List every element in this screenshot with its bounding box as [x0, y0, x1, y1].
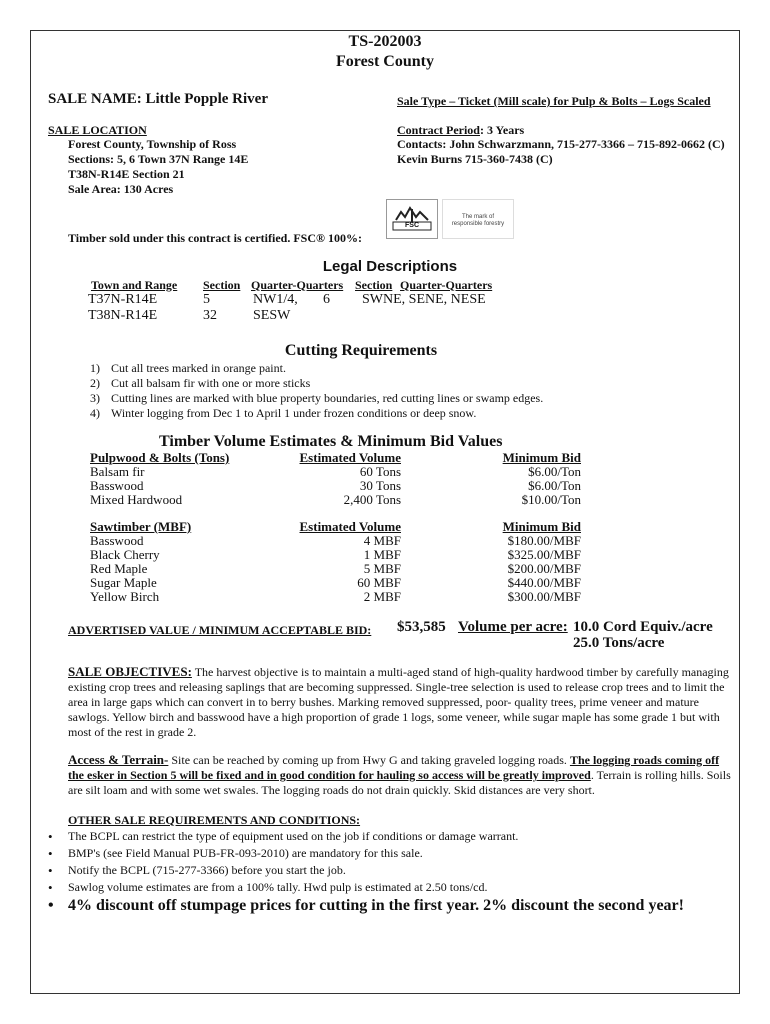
- cutting-num: 4): [90, 406, 100, 420]
- contacts-line-2: Kevin Burns 715-360-7438 (C): [397, 152, 553, 166]
- requirement-item: • BMP's (see Field Manual PUB-FR-093-2010) are mandatory for this sale.: [48, 845, 684, 862]
- sale-name: SALE NAME: Little Popple River: [48, 91, 268, 107]
- location-line: Sale Area: 130 Acres: [68, 182, 174, 196]
- location-heading: SALE LOCATION: [48, 123, 147, 137]
- legal-cell: SESW: [253, 308, 291, 323]
- location-line: Forest County, Township of Ross: [68, 137, 237, 151]
- saw-header: Estimated Volume: [299, 519, 401, 534]
- sale-objectives: [68, 664, 732, 740]
- legal-title: Legal Descriptions: [322, 258, 458, 275]
- saw-volume: 2 MBF: [363, 589, 401, 604]
- requirement-item: • Sawlog volume estimates are from a 100% tally. Hwd pulp is estimated at 2.50 tons/cd.: [48, 879, 684, 896]
- cutting-item: Cutting lines are marked with blue property boundaries, red cutting lines or swamp edges.: [111, 391, 544, 405]
- volume-per-acre-tons: 25.0 Tons/acre: [573, 635, 665, 651]
- fsc-mark: FSC: [405, 222, 419, 229]
- access-label: Access & Terrain-: [68, 752, 169, 767]
- legal-cell: 5: [203, 292, 210, 307]
- saw-bid: $300.00/MBF: [507, 589, 581, 604]
- pulp-header: Estimated Volume: [299, 450, 401, 465]
- pulp-bid: $6.00/Ton: [528, 464, 581, 479]
- advertised-label: ADVERTISED VALUE / MINIMUM ACCEPTABLE BID:: [68, 623, 372, 637]
- pulp-species: Basswood: [90, 478, 144, 493]
- saw-bid: $200.00/MBF: [507, 561, 581, 576]
- saw-header: Sawtimber (MBF): [90, 519, 192, 534]
- saw-volume: 4 MBF: [363, 533, 401, 548]
- cutting-num: 2): [90, 376, 100, 390]
- legal-header: Section: [355, 278, 393, 292]
- location-line: T38N-R14E Section 21: [68, 167, 185, 181]
- legal-cell: 6: [323, 292, 330, 307]
- pulp-header: Minimum Bid: [502, 450, 581, 465]
- saw-species: Sugar Maple: [90, 575, 157, 590]
- cutting-num: 1): [90, 361, 100, 375]
- saw-species: Red Maple: [90, 561, 148, 576]
- saw-volume: 60 MBF: [357, 575, 401, 590]
- pulp-species: Balsam fir: [90, 464, 145, 479]
- fsc-tree-icon: [387, 200, 437, 238]
- legal-header: Quarter-Quarters: [251, 278, 344, 292]
- contacts-line-1: Contacts: John Schwarzmann, 715-277-3366 – 715-892-0662 (C): [397, 137, 725, 151]
- certified-text: Timber sold under this contract is certified. FSC® 100%:: [68, 231, 362, 245]
- fsc-caption-box: [442, 199, 514, 239]
- pulp-header: Pulpwood & Bolts (Tons): [90, 450, 230, 465]
- cutting-item: Winter logging from Dec 1 to April 1 under frozen conditions or deep snow.: [111, 406, 477, 420]
- location-line: Sections: 5, 6 Town 37N Range 14E: [68, 152, 249, 166]
- legal-cell: NW1/4,: [253, 292, 298, 307]
- legal-header: Section: [203, 278, 241, 292]
- volume-title: Timber Volume Estimates & Minimum Bid Values: [159, 433, 503, 450]
- sale-type: Sale Type – Ticket (Mill scale) for Pulp & Bolts – Logs Scaled: [397, 94, 711, 108]
- volume-per-acre-cords: 10.0 Cord Equiv./acre: [573, 619, 713, 635]
- cutting-item: Cut all balsam fir with one or more sticks: [111, 376, 311, 390]
- fsc-caption: The mark of responsible forestry: [451, 214, 505, 227]
- discount-highlight: • 4% discount off stumpage prices for cutting in the first year. 2% discount the second year!: [48, 896, 684, 916]
- legal-cell: T37N-R14E: [88, 292, 158, 307]
- cutting-item: Cut all trees marked in orange paint.: [111, 361, 286, 375]
- objectives-text: The harvest objective is to maintain a multi-aged stand of high-quality hardwood timber by carefully managing existing crop trees and releasing saplings that are becoming suppressed. Single-tree selection is used to release crop trees and to limit the area in large gaps which can convert in to berry bushes. Marking removed suppressed, poor- quality trees, prime veneer and mature sawlogs. Yellow birch and basswood have a high proportion of grade 1 logs, some veneer, while sugar maple has some grade 1 but with most of the rest in grade 2.: [68, 665, 729, 739]
- saw-volume: 1 MBF: [363, 547, 401, 562]
- saw-bid: $180.00/MBF: [507, 533, 581, 548]
- cutting-title: Cutting Requirements: [284, 342, 438, 359]
- sale-number: TS-202003: [348, 33, 422, 50]
- saw-header: Minimum Bid: [502, 519, 581, 534]
- pulp-volume: 2,400 Tons: [343, 492, 401, 507]
- requirement-item: • Notify the BCPL (715-277-3366) before you start the job.: [48, 862, 684, 879]
- fsc-logo: [386, 199, 438, 239]
- legal-cell: T38N-R14E: [88, 308, 158, 323]
- saw-species: Basswood: [90, 533, 144, 548]
- pulp-bid: $6.00/Ton: [528, 478, 581, 493]
- saw-volume: 5 MBF: [363, 561, 401, 576]
- pulp-volume: 60 Tons: [359, 464, 401, 479]
- access-terrain: [68, 752, 732, 798]
- saw-bid: $325.00/MBF: [507, 547, 581, 562]
- saw-species: Black Cherry: [90, 547, 160, 562]
- other-requirements-list: [48, 828, 684, 916]
- legal-cell: SWNE, SENE, NESE: [362, 292, 486, 307]
- legal-cell: 32: [203, 308, 217, 323]
- advertised-value: $53,585: [397, 619, 446, 635]
- county-title: Forest County: [336, 53, 434, 70]
- other-heading: OTHER SALE REQUIREMENTS AND CONDITIONS:: [68, 813, 361, 827]
- objectives-label: SALE OBJECTIVES:: [68, 664, 192, 679]
- saw-bid: $440.00/MBF: [507, 575, 581, 590]
- access-text-2: . Terrain is rolling hills. Soils are silt loam and with some wet swales. The logging roads do not drain quickly. Skid distances are very short.: [68, 768, 731, 797]
- contract-period-label: Contract Period: [397, 123, 480, 137]
- legal-header: Quarter-Quarters: [400, 278, 493, 292]
- pulp-species: Mixed Hardwood: [90, 492, 183, 507]
- pulp-bid: $10.00/Ton: [521, 492, 581, 507]
- contract-period: [397, 123, 524, 138]
- legal-header: Town and Range: [91, 278, 178, 292]
- requirement-item: • The BCPL can restrict the type of equipment used on the job if conditions or damage warrant.: [48, 828, 684, 845]
- volume-per-acre-label: Volume per acre:: [458, 619, 568, 635]
- access-text-bold: The logging roads coming off the esker in Section 5 will be fixed and in good condition for hauling so access will be greatly improved: [68, 753, 720, 782]
- contract-period-value: : 3 Years: [479, 123, 525, 137]
- saw-species: Yellow Birch: [90, 589, 160, 604]
- cutting-num: 3): [90, 391, 100, 405]
- access-text-1: Site can be reached by coming up from Hwy G and taking graveled logging roads.: [168, 753, 570, 767]
- pulp-volume: 30 Tons: [359, 478, 401, 493]
